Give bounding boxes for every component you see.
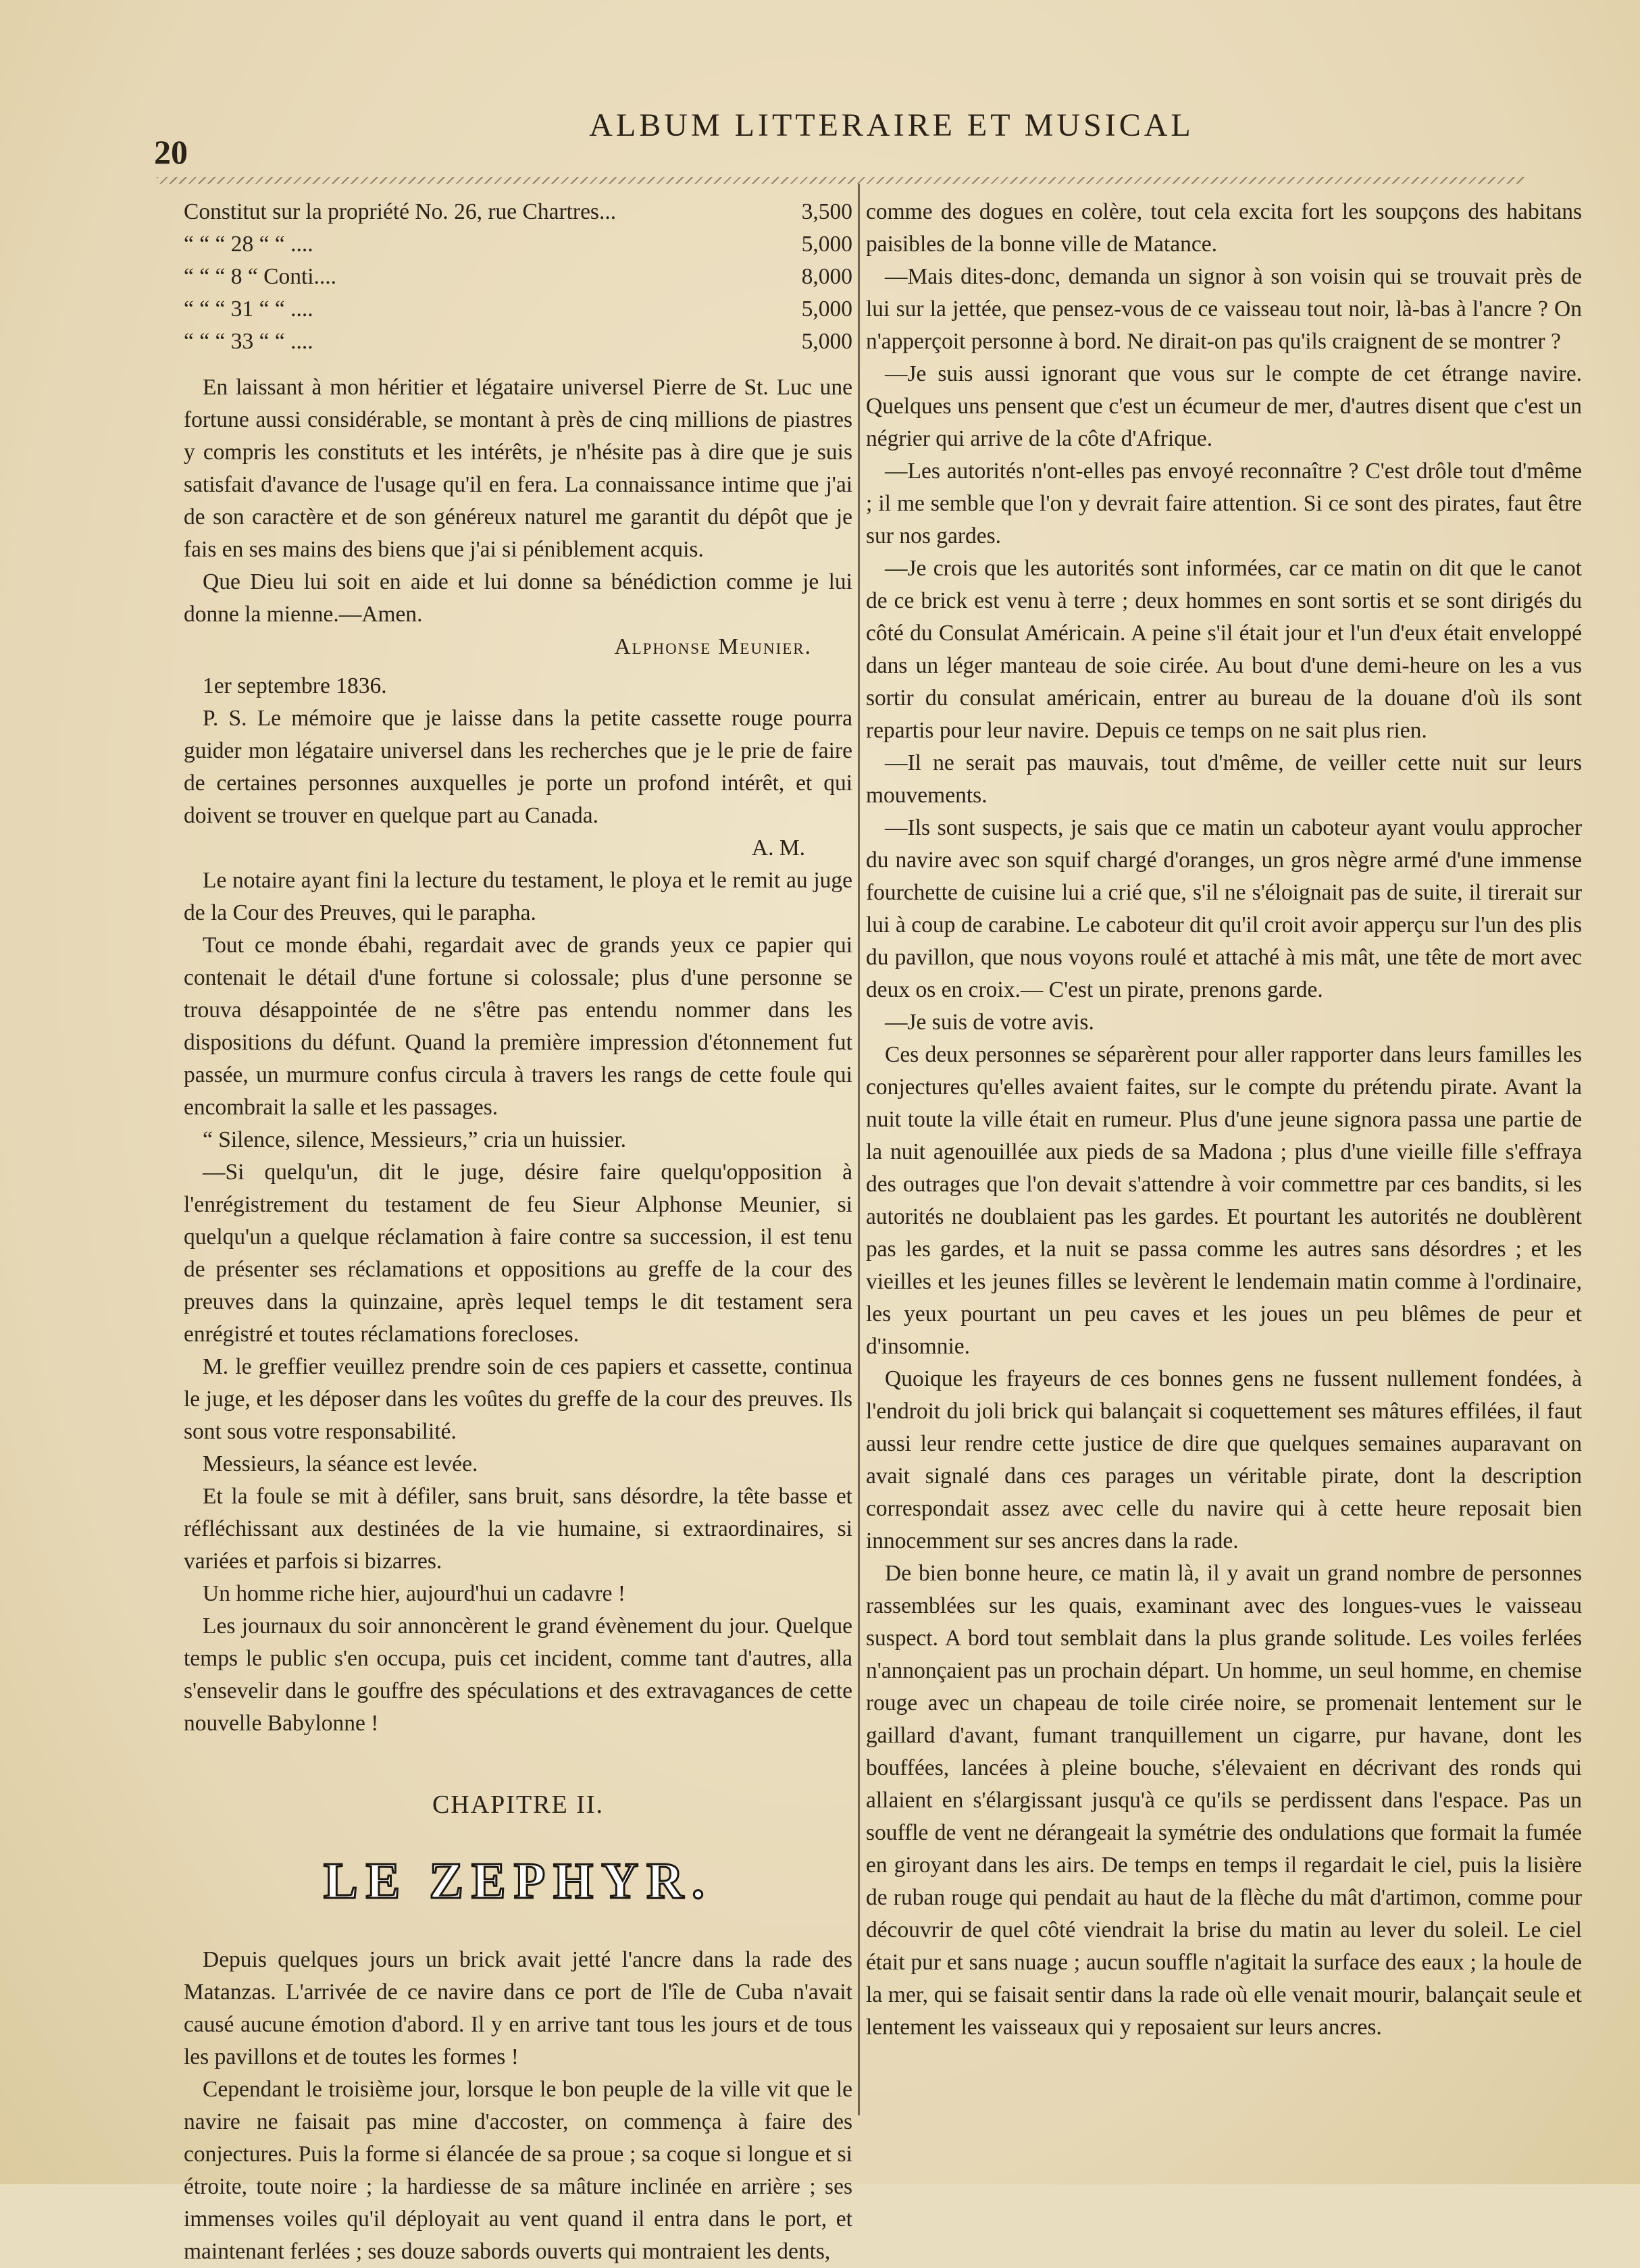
property-label: “ “ “ 8 “ Conti.... <box>184 264 337 289</box>
property-amount: 5,000 <box>801 329 852 354</box>
page-number: 20 <box>154 133 188 171</box>
property-amount: 3,500 <box>801 199 852 224</box>
paragraph: —Je suis de votre avis. <box>885 1010 1094 1035</box>
paragraph: Ces deux personnes se séparèrent pour aller rapporter dans leurs familles les conjectures qu'elles avaient faites, sur le compte du prétendu pirate. Avant la nuit toute la ville était en rumeur. Plus d'une jeune signora passa une partie de la nuit agenouillée aux pieds de sa Madona ; plus d'une vieille fille s'effraya des outrages que l'on devait s'attendre à voir commettre par ces bandits, si les autorités ne doublaient pas les gardes. Et pourtant les autorités ne doublèrent pas les gardes, et la nuit se passa comme les autres sans désordres ; et les vieilles et les jeunes filles se levèrent le lendemain matin comme à l'ordinaire, les yeux pourtant un peu caves et les joues un peu blêmes de peur et d'insomnie. <box>866 1042 1582 1359</box>
properties-row <box>184 261 852 293</box>
paragraph: Que Dieu lui soit en aide et lui donne sa bénédiction comme je lui donne la mienne.—Amen. <box>184 569 852 627</box>
paragraph: —Si quelqu'un, dit le juge, désire faire quelqu'opposition à l'enrégistrement du testament de feu Sieur Alphonse Meunier, si quelqu'un a quelque réclamation à faire contre sa succession, il est tenu de présenter ses réclamations et oppositions au greffe de la cour des preuves dans la quinzaine, après lequel temps le dit testament sera enrégistré et toutes réclamations forecloses. <box>184 1160 852 1347</box>
chapter-title: LE ZEPHYR. <box>323 1853 713 1909</box>
paragraph: —Je suis aussi ignorant que vous sur le compte de cet étrange navire. Quelques uns pensent que c'est un écumeur de mer, d'autres disent que c'est un négrier qui arrive de la côte d'Afrique. <box>866 361 1582 451</box>
paragraph: —Je crois que les autorités sont informées, car ce matin on dit que le canot de ce brick est venu à terre ; deux hommes en sont sortis et se sont dirigés du côté du Consulat Américain. A peine s'il était jour et l'un d'eux était enveloppé dans un léger manteau de soie cirée. Au bout d'une demi-heure on les a vus sortir du consulat américain, entrer au bureau de la douane d'où ils sont repartis pour leur navire. Depuis ce temps on ne sait plus rien. <box>866 556 1582 743</box>
paragraph: Et la foule se mit à défiler, sans bruit, sans désordre, la tête basse et réfléchissant aux destinées de la vie humaine, si extraordinaires, si variées et parfois si bizarres. <box>184 1484 852 1574</box>
paragraph: Messieurs, la séance est levée. <box>203 1451 478 1476</box>
property-label: Constitut sur la propriété No. 26, rue Chartres... <box>184 199 617 224</box>
properties-row <box>184 326 852 358</box>
properties-row <box>184 196 852 228</box>
paragraph: De bien bonne heure, ce matin là, il y avait un grand nombre de personnes rassemblées sur les quais, examinant avec des longues-vues le vaisseau suspect. A bord tout semblait dans la plus grande solitude. Les voiles ferlées n'annonçaient pas un prochain départ. Un homme, un seul homme, en chemise rouge avec un chapeau de toile cirée noire, se promenait lentement sur le gaillard d'avant, fumant tranquillement un cigarre, pur havane, dont les bouffées, lancées à pleine bouche, s'élevaient en décrivant des ronds qui allaient en s'élargissant jusqu'à ce qu'ils se perdissent dans l'espace. Pas un souffle de vent ne dérangeait la symétrie des ondulations que formait la fumée en giroyant dans les airs. De temps en temps il regardait le ciel, puis la lisière de ruban rouge qui pendait au haut de la flèche du mât d'artimon, comme pour découvrir de quel côté viendrait la brise du matin au lever du soleil. Le ciel était pur et sans nuage ; aucun souffle n'agitait la surface des eaux ; la houle de la mer, qui se faisait sentir dans la rade où elle venait mourir, balançait seule et lentement les vaisseaux qui y reposaient sur leurs ancres. <box>866 1561 1582 2040</box>
header-rule <box>157 177 1525 184</box>
property-label: “ “ “ 28 “ “ .... <box>184 232 313 257</box>
paragraph: M. le greffier veuillez prendre soin de ces papiers et cassette, continua le juge, et les déposer dans les voûtes du greffe de la cour des preuves. Ils sont sous votre responsabilité. <box>184 1354 852 1444</box>
properties-row <box>184 293 852 326</box>
paragraph: —Les autorités n'ont-elles pas envoyé reconnaître ? C'est drôle tout d'même ; il me semble que l'on y devrait faire attention. Si ce sont des pirates, faut être sur nos gardes. <box>866 459 1582 548</box>
paragraph: Tout ce monde ébahi, regardait avec de grands yeux ce papier qui contenait le détail d'une fortune si colossale; plus d'une personne se trouva désappointée de ne s'être pas entendu nommer dans les dispositions du défunt. Quand la première impression d'étonnement fut passée, un murmure confus circula à travers les rangs de cette foule qui encombrait la salle et les passages. <box>184 933 852 1120</box>
paragraph: Quoique les frayeurs de ces bonnes gens ne fussent nullement fondées, à l'endroit du joli brick qui balançait si coquettement ses mâtures effilées, il faut aussi leur rendre cette justice de dire que quelques semaines auparavant on avait signalé dans ces parages un véritable pirate, dont la description correspondait assez avec celle du navire qui à cette heure reposait bien innocemment sur ses ancres dans la rade. <box>866 1366 1582 1553</box>
paragraph: “ Silence, silence, Messieurs,” cria un huissier. <box>203 1127 627 1152</box>
column-divider <box>858 184 860 2115</box>
property-amount: 8,000 <box>801 264 852 289</box>
running-title: ALBUM LITTERAIRE ET MUSICAL <box>589 107 1194 143</box>
right-column <box>866 196 1582 2044</box>
signature: Alphonse Meunier. <box>614 634 812 659</box>
paragraph: —Mais dites-donc, demanda un signor à son voisin qui se trouvait près de lui sur la jettée, que pensez-vous de ce vaisseau tout noir, là-bas à l'ancre ? On n'apperçoit personne à bord. Ne dirait-on pas qu'ils craignent de se montrer ? <box>866 264 1582 354</box>
paragraph: Les journaux du soir annoncèrent le grand évènement du jour. Quelque temps le public s'en occupa, puis cet incident, comme tant d'autres, alla s'ensevelir dans le gouffre des spéculations et des extravagances de cette nouvelle Babylonne ! <box>184 1614 852 1736</box>
date-line: 1er septembre 1836. <box>203 673 387 698</box>
paragraph: Cependant le troisième jour, lorsque le bon peuple de la ville vit que le navire ne faisait pas mine d'accoster, on commença à faire des conjectures. Puis la forme si élancée de sa proue ; sa coque si longue et si étroite, toute noire ; la hardiesse de sa mâture inclinée en arrière ; ses immenses voiles qu'il déployait au vent quand il entra dans le port, et maintenant ferlées ; ses douze sabords ouverts qui montraient les dents, <box>184 2077 852 2264</box>
paragraph: Le notaire ayant fini la lecture du testament, le ploya et le remit au juge de la Cour des Preuves, qui le parapha. <box>184 868 852 925</box>
paragraph: Un homme riche hier, aujourd'hui un cadavre ! <box>203 1581 626 1606</box>
property-label: “ “ “ 33 “ “ .... <box>184 329 313 354</box>
initials: A. M. <box>751 835 805 860</box>
paragraph: comme des dogues en colère, tout cela excita fort les soupçons des habitans paisibles de la bonne ville de Matance. <box>866 199 1582 257</box>
paragraph: —Il ne serait pas mauvais, tout d'même, de veiller cette nuit sur leurs mouvements. <box>866 750 1582 808</box>
property-amount: 5,000 <box>801 297 852 321</box>
properties-table <box>184 196 852 358</box>
properties-row <box>184 228 852 261</box>
postscript: P. S. Le mémoire que je laisse dans la petite cassette rouge pourra guider mon légataire universel dans les recherches que je le prie de faire de certaines personnes auxquelles je porte un profond intérêt, et qui doivent se trouver en quelque part au Canada. <box>184 706 852 828</box>
property-label: “ “ “ 31 “ “ .... <box>184 297 313 321</box>
property-amount: 5,000 <box>801 232 852 257</box>
chapter-heading: CHAPITRE II. <box>432 1790 605 1819</box>
paragraph: Depuis quelques jours un brick avait jetté l'ancre dans la rade des Matanzas. L'arrivée de ce navire dans ce port de l'île de Cuba n'avait causé aucune émotion d'abord. Il y en arrive tant tous les jours et de tous les pavillons et de toutes les formes ! <box>184 1947 852 2069</box>
left-column <box>184 196 852 2268</box>
paragraph: En laissant à mon héritier et légataire universel Pierre de St. Luc une fortune aussi considérable, se montant à près de cinq millions de piastres y compris les constituts et les intérêts, je n'hésite pas à dire que je suis satisfait d'avance de l'usage qu'il en fera. La connaissance intime que j'ai de son caractère et de son généreux naturel me garantit du dépôt que je fais en ses mains des biens que j'ai si péniblement acquis. <box>184 375 852 562</box>
paragraph: —Ils sont suspects, je sais que ce matin un caboteur ayant voulu approcher du navire avec son squif chargé d'oranges, un gros nègre armé d'une immense fourchette de cuisine lui a crié que, s'il ne s'éloignait pas de suite, il tirerait sur lui à coup de carabine. Le caboteur dit qu'il croit avoir apperçu sur l'un des plis du pavillon, que nous voyons roulé et attaché à mis mât, une tête de mort avec deux os en croix.— C'est un pirate, prenons garde. <box>866 815 1582 1002</box>
